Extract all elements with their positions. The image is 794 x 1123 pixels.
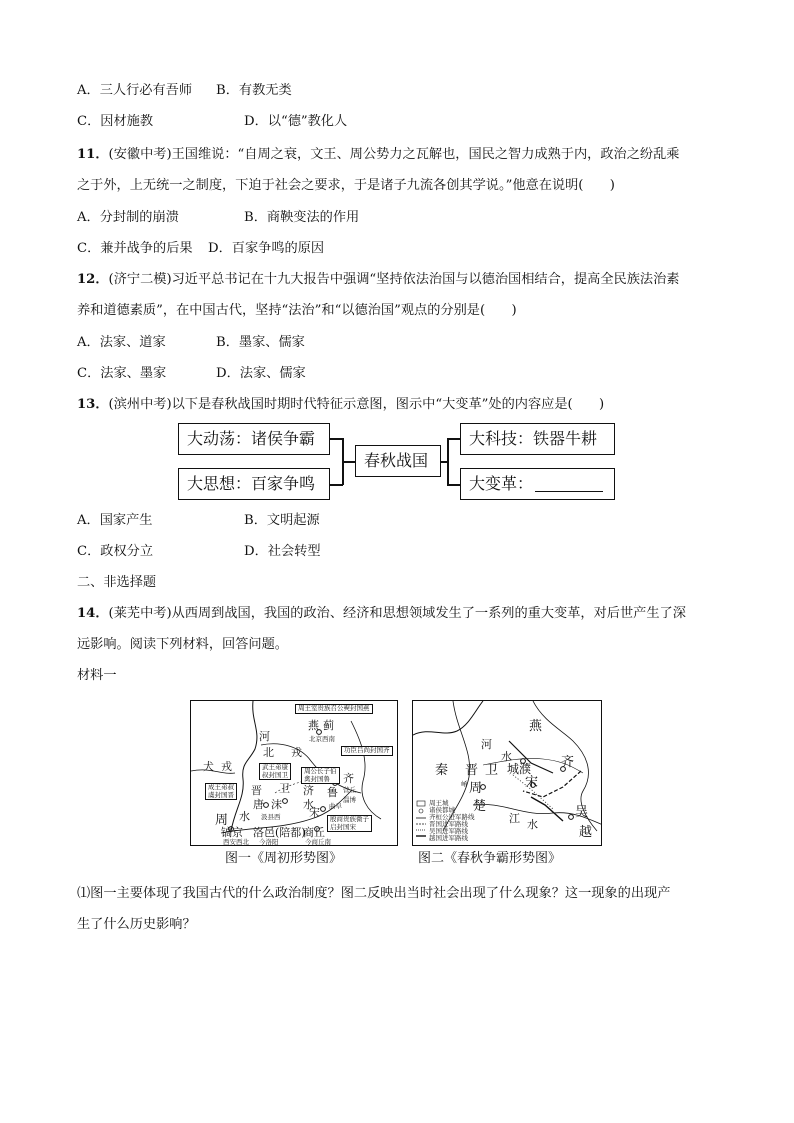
map-zhou-early bbox=[190, 700, 398, 846]
map2-legend-item: 越国进军路线 bbox=[429, 834, 468, 842]
map1-label: 宋 bbox=[309, 806, 320, 819]
q12-text1: (济宁二模)习近平总书记在十九大报告中强调“坚持依法治国与以德治国相结合，提高全民族法治素 bbox=[108, 272, 680, 287]
connector bbox=[447, 484, 460, 486]
map2-legend-item: 齐桓公进军路线 bbox=[429, 813, 475, 821]
diagram-box-center: 春秋战国 bbox=[355, 445, 441, 477]
map2-label: 卫 bbox=[485, 763, 499, 778]
map2-legend-item: 诸侯都城 bbox=[429, 806, 455, 814]
q13-option-d: D．社会转型 bbox=[244, 544, 321, 559]
map2-label: 江 bbox=[509, 812, 520, 825]
connector bbox=[342, 461, 355, 463]
map2-label: 水 bbox=[501, 750, 512, 763]
q12-number: 12． bbox=[77, 272, 109, 287]
map2-label: 吴 bbox=[575, 805, 589, 820]
q13-text1: (滨州中考)以下是春秋战国时期时代特征示意图，图示中“大变革”处的内容应是( ) bbox=[108, 397, 605, 412]
map1-label: 犬 bbox=[203, 760, 214, 773]
map1-label: 北京西南 bbox=[309, 735, 335, 743]
map2-label: 崤 bbox=[461, 780, 468, 788]
map1-label: 燕 bbox=[308, 719, 319, 732]
map1-label: 北 bbox=[263, 746, 274, 759]
q12-stem-line1 bbox=[77, 271, 679, 289]
map2-label: 越 bbox=[579, 825, 593, 840]
map2-caption: 图二《春秋争霸形势图》 bbox=[418, 851, 562, 866]
q13-number: 13． bbox=[77, 397, 109, 412]
map2-label: 秦 bbox=[435, 763, 449, 778]
q13-option-c: C．政权分立 bbox=[77, 544, 154, 559]
map2-label: 水 bbox=[527, 818, 538, 831]
diagram-box-right-bottom bbox=[460, 468, 615, 500]
map2-label: 城濮 bbox=[507, 762, 532, 776]
map1-label: 戎 bbox=[291, 746, 302, 759]
diagram-box-left-bottom: 大思想：百家争鸣 bbox=[178, 468, 330, 500]
diagram-right-bottom-label: 大变革： bbox=[469, 474, 534, 493]
q11-option-c: C．兼并战争的后果 bbox=[77, 241, 193, 256]
map1-label: 今洛阳 bbox=[259, 838, 279, 846]
material-label: 材料一 bbox=[77, 668, 117, 683]
era-features-diagram bbox=[178, 423, 615, 501]
map1-label: 唐 bbox=[253, 798, 264, 811]
q12-option-a: A．法家、道家 bbox=[77, 335, 166, 350]
map2-legend-item: 晋国进军路线 bbox=[429, 820, 468, 828]
map1-label: 水 bbox=[303, 798, 314, 811]
map1-note: 功臣吕尚封国齐 bbox=[341, 746, 393, 756]
q13-stem-line1 bbox=[77, 396, 604, 414]
map1-note-line: 启封国宋 bbox=[330, 822, 356, 831]
q10-option-b: B．有教无类 bbox=[216, 83, 292, 98]
map1-note-line: 禽封国鲁 bbox=[304, 774, 330, 783]
map1-label: 晋 bbox=[251, 784, 262, 797]
diagram-box-left-top: 大动荡：诸侯争霸 bbox=[178, 423, 330, 455]
map1-label: 曲阜 bbox=[329, 802, 342, 810]
map1-label: 卫 bbox=[279, 782, 290, 795]
connector bbox=[447, 438, 449, 485]
map2-label: 楚 bbox=[473, 799, 487, 814]
map-spring-autumn-hegemony bbox=[412, 700, 602, 846]
q11-option-d: D．百家争鸣的原因 bbox=[208, 241, 325, 256]
map1-note: 周王室贵族召公奭封国燕 bbox=[295, 704, 373, 714]
map1-label: 蓟 bbox=[323, 719, 334, 732]
q11-stem-line2: 之于外，上无统一之制度，下迫于社会之要求，于是诸子九流各创其学说。”他意在说明( ) bbox=[77, 178, 615, 193]
map2-label: 晋 bbox=[465, 763, 479, 778]
connector bbox=[447, 438, 460, 440]
q14-number: 14． bbox=[77, 606, 109, 621]
map1-label: 商丘 bbox=[303, 826, 325, 839]
map1-note bbox=[301, 767, 340, 784]
map1-label: 洛邑(陪都) bbox=[253, 826, 306, 839]
q11-option-b: B．商鞅变法的作用 bbox=[244, 210, 360, 225]
q14-stem-line1 bbox=[77, 605, 686, 623]
map2-label: 河 bbox=[481, 738, 492, 751]
map1-label: 镐京 bbox=[221, 826, 243, 839]
map1-label: 河 bbox=[259, 730, 270, 743]
map1-label: 水 bbox=[239, 810, 250, 823]
map1-label: 济 bbox=[303, 784, 314, 797]
map2-label: 周 bbox=[469, 781, 483, 796]
section-heading: 二、非选择题 bbox=[77, 575, 157, 590]
map1-label: 营丘 bbox=[343, 786, 356, 794]
map2-legend-item: 吴国进军路线 bbox=[429, 827, 468, 835]
q13-option-a: A．国家产生 bbox=[77, 513, 153, 528]
map1-note bbox=[205, 783, 237, 800]
q12-option-c: C．法家、墨家 bbox=[77, 366, 167, 381]
q14-stem-line2: 远影响。阅读下列材料，回答问题。 bbox=[77, 637, 288, 652]
diagram-box-right-top: 大科技：铁器牛耕 bbox=[460, 423, 615, 455]
map1-label: 今商丘南 bbox=[305, 838, 331, 846]
q12-option-b: B．墨家、儒家 bbox=[216, 335, 305, 350]
map1-label: 西安西北 bbox=[223, 838, 249, 846]
q12-stem-line2: 养和道德素质”，在中国古代，坚持“法治”和“以德治国”观点的分别是( ) bbox=[77, 303, 517, 318]
map1-note-line: 虞封国晋 bbox=[208, 790, 234, 799]
q10-option-c: C．因材施教 bbox=[77, 114, 154, 129]
map1-note bbox=[259, 763, 291, 780]
map1-label: 戎 bbox=[221, 760, 232, 773]
map1-label: 淄博 bbox=[343, 796, 356, 804]
map2-legend-item: 周王城 bbox=[429, 799, 449, 807]
q14-sub1-line1: ⑴图一主要体现了我国古代的什么政治制度？图二反映出当时社会出现了什么现象？这一现象的出现产 bbox=[77, 886, 671, 901]
answer-blank bbox=[535, 477, 603, 492]
map1-note-line: 殷商贵族微子 bbox=[330, 815, 369, 823]
map1-label: 汲县西 bbox=[261, 813, 281, 821]
map1-label: 齐 bbox=[343, 772, 354, 785]
map1-caption: 图一《周初形势图》 bbox=[225, 851, 343, 866]
q13-option-b: B．文明起源 bbox=[244, 513, 320, 528]
map1-note-line: 周公长子伯 bbox=[304, 767, 337, 775]
q14-text1: (莱芜中考)从西周到战国，我国的政治、经济和思想领域发生了一系列的重大变革，对后世产生了深 bbox=[108, 606, 686, 621]
map1-note-line: 成王弟叔 bbox=[208, 783, 234, 791]
map1-note bbox=[327, 815, 372, 832]
q10-option-a: A．三人行必有吾师 bbox=[77, 83, 193, 98]
map1-note-line: 叔封国卫 bbox=[262, 770, 288, 779]
q10-option-d: D．以“德”教化人 bbox=[244, 114, 348, 129]
map2-label: 燕 bbox=[529, 719, 543, 734]
q11-text1: (安徽中考)王国维说：“自周之衰，文王、周公势力之瓦解也，国民之智力成熟于内，政治之纷乱乘 bbox=[108, 147, 680, 162]
q12-option-d: D．法家、儒家 bbox=[216, 366, 306, 381]
q14-sub1-line2: 生了什么历史影响？ bbox=[77, 917, 196, 932]
q11-option-a: A．分封制的崩溃 bbox=[77, 210, 179, 225]
map1-label: 鲁 bbox=[327, 786, 338, 799]
map1-label: 周 bbox=[215, 813, 229, 828]
map1-label: 沫 bbox=[271, 798, 282, 811]
map1-note-line: 武王弟康 bbox=[262, 763, 288, 771]
map2-label: 齐 bbox=[561, 755, 575, 770]
map2-label: 宋 bbox=[525, 775, 539, 790]
q11-number: 11． bbox=[77, 147, 109, 162]
q11-stem-line1 bbox=[77, 146, 679, 164]
